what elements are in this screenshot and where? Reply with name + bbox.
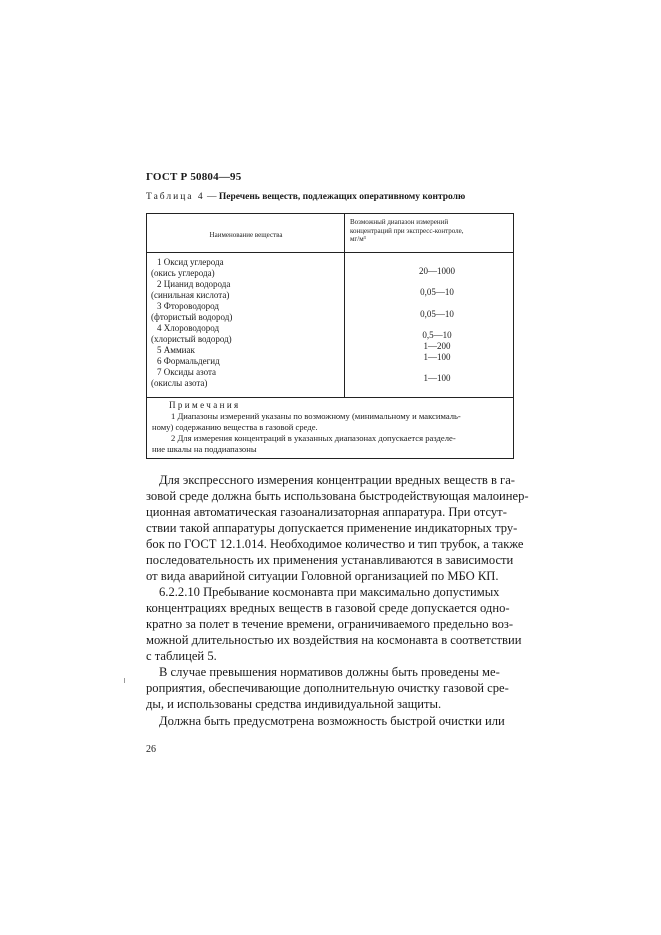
note-line: 2 Для измерения концентраций в указанных диапазонах допускается разделе- xyxy=(171,433,456,443)
substance-name: 3 Фтороводород xyxy=(157,301,220,311)
substance-name: 7 Оксиды азота xyxy=(157,367,217,377)
body-line: В случае превышения нормативов должны быть проведены ме- xyxy=(159,665,500,679)
header-divider xyxy=(147,252,513,253)
note-line: ние шкалы на поддиапазоны xyxy=(152,444,257,454)
body-line: от вида аварийной ситуации Головной организацией по МБО КП. xyxy=(146,569,499,583)
substance-alias: (синильная кислота) xyxy=(151,290,230,300)
body-line: последовательность их применения устанавливаются в зависимости xyxy=(146,553,514,567)
note-line: ному) содержанию вещества в газовой среде. xyxy=(152,422,318,432)
column-divider xyxy=(344,214,345,397)
body-line: Для экспрессного измерения концентрации вредных веществ в га- xyxy=(159,473,515,487)
body-line: ционная автоматическая газоанализаторная аппаратура. При отсут- xyxy=(146,505,507,519)
table-title: Перечень веществ, подлежащих оперативному контролю xyxy=(218,192,466,202)
document-header: ГОСТ Р 50804—95 xyxy=(146,171,242,183)
body-line: 6.2.2.10 Пребывание космонавта при максимально допустимых xyxy=(159,585,500,599)
body-line: бок по ГОСТ 12.1.014. Необходимое количество и тип трубок, а также xyxy=(146,537,524,551)
table-caption xyxy=(146,192,465,202)
substance-alias: (фтористый водород) xyxy=(151,312,233,322)
range-value: 1—100 xyxy=(423,373,451,383)
range-value: 1—200 xyxy=(423,341,451,351)
body-line: концентрациях вредных веществ в газовой среде допускается одно- xyxy=(146,601,510,615)
substance-alias: (окислы азота) xyxy=(151,378,208,388)
body-line: можной длительностью их воздействия на космонавта в соответствии xyxy=(146,633,522,647)
note-line: 1 Диапазоны измерений указаны по возможному (минимальному и максималь- xyxy=(171,411,461,421)
column-header-range xyxy=(350,218,510,244)
page-number: 26 xyxy=(146,744,156,755)
range-value: 0,05—10 xyxy=(420,309,454,319)
substance-name: 2 Цианид водорода xyxy=(157,279,231,289)
substances-table xyxy=(146,213,514,459)
body-line: ды, и использованы средства индивидуальной защиты. xyxy=(146,697,442,711)
caption-dash: — xyxy=(204,192,219,202)
range-header-line: мг/м³ xyxy=(350,235,366,243)
table-number: Таблица 4 xyxy=(146,192,205,202)
substance-name: 5 Аммиак xyxy=(157,345,195,355)
range-value: 0,05—10 xyxy=(420,287,454,297)
substance-name: 4 Хлороводород xyxy=(157,323,220,333)
column-header-substance: Наименование вещества xyxy=(209,231,283,239)
body-line: кратно за полет в течение времени, ограничиваемого предельно воз- xyxy=(146,617,514,631)
notes-divider xyxy=(147,397,513,398)
body-line: Должна быть предусмотрена возможность быстрой очистки или xyxy=(159,714,505,728)
body-line: с таблицей 5. xyxy=(146,649,217,663)
scan-speck xyxy=(124,678,125,683)
range-header-line: Возможный диапазон измерений xyxy=(350,218,449,226)
range-value: 20—1000 xyxy=(419,266,455,276)
body-line: роприятия, обеспечивающие дополнительную очистку газовой сре- xyxy=(146,681,509,695)
substance-alias: (хлористый водород) xyxy=(151,334,232,344)
range-header-line: концентраций при экспресс-контроле, xyxy=(350,226,464,235)
substance-name: 1 Оксид углерода xyxy=(157,257,224,267)
range-value: 0,5—10 xyxy=(422,330,452,340)
range-value: 1—100 xyxy=(423,352,451,362)
substance-name: 6 Формальдегид xyxy=(157,356,220,366)
body-line: ствии такой аппаратуры допускается применение индикаторных тру- xyxy=(146,521,518,535)
notes-title: Примечания xyxy=(169,400,241,410)
substance-alias: (окись углерода) xyxy=(151,268,215,278)
body-line: зовой среде должна быть использована быстродействующая малоинер- xyxy=(146,489,529,503)
